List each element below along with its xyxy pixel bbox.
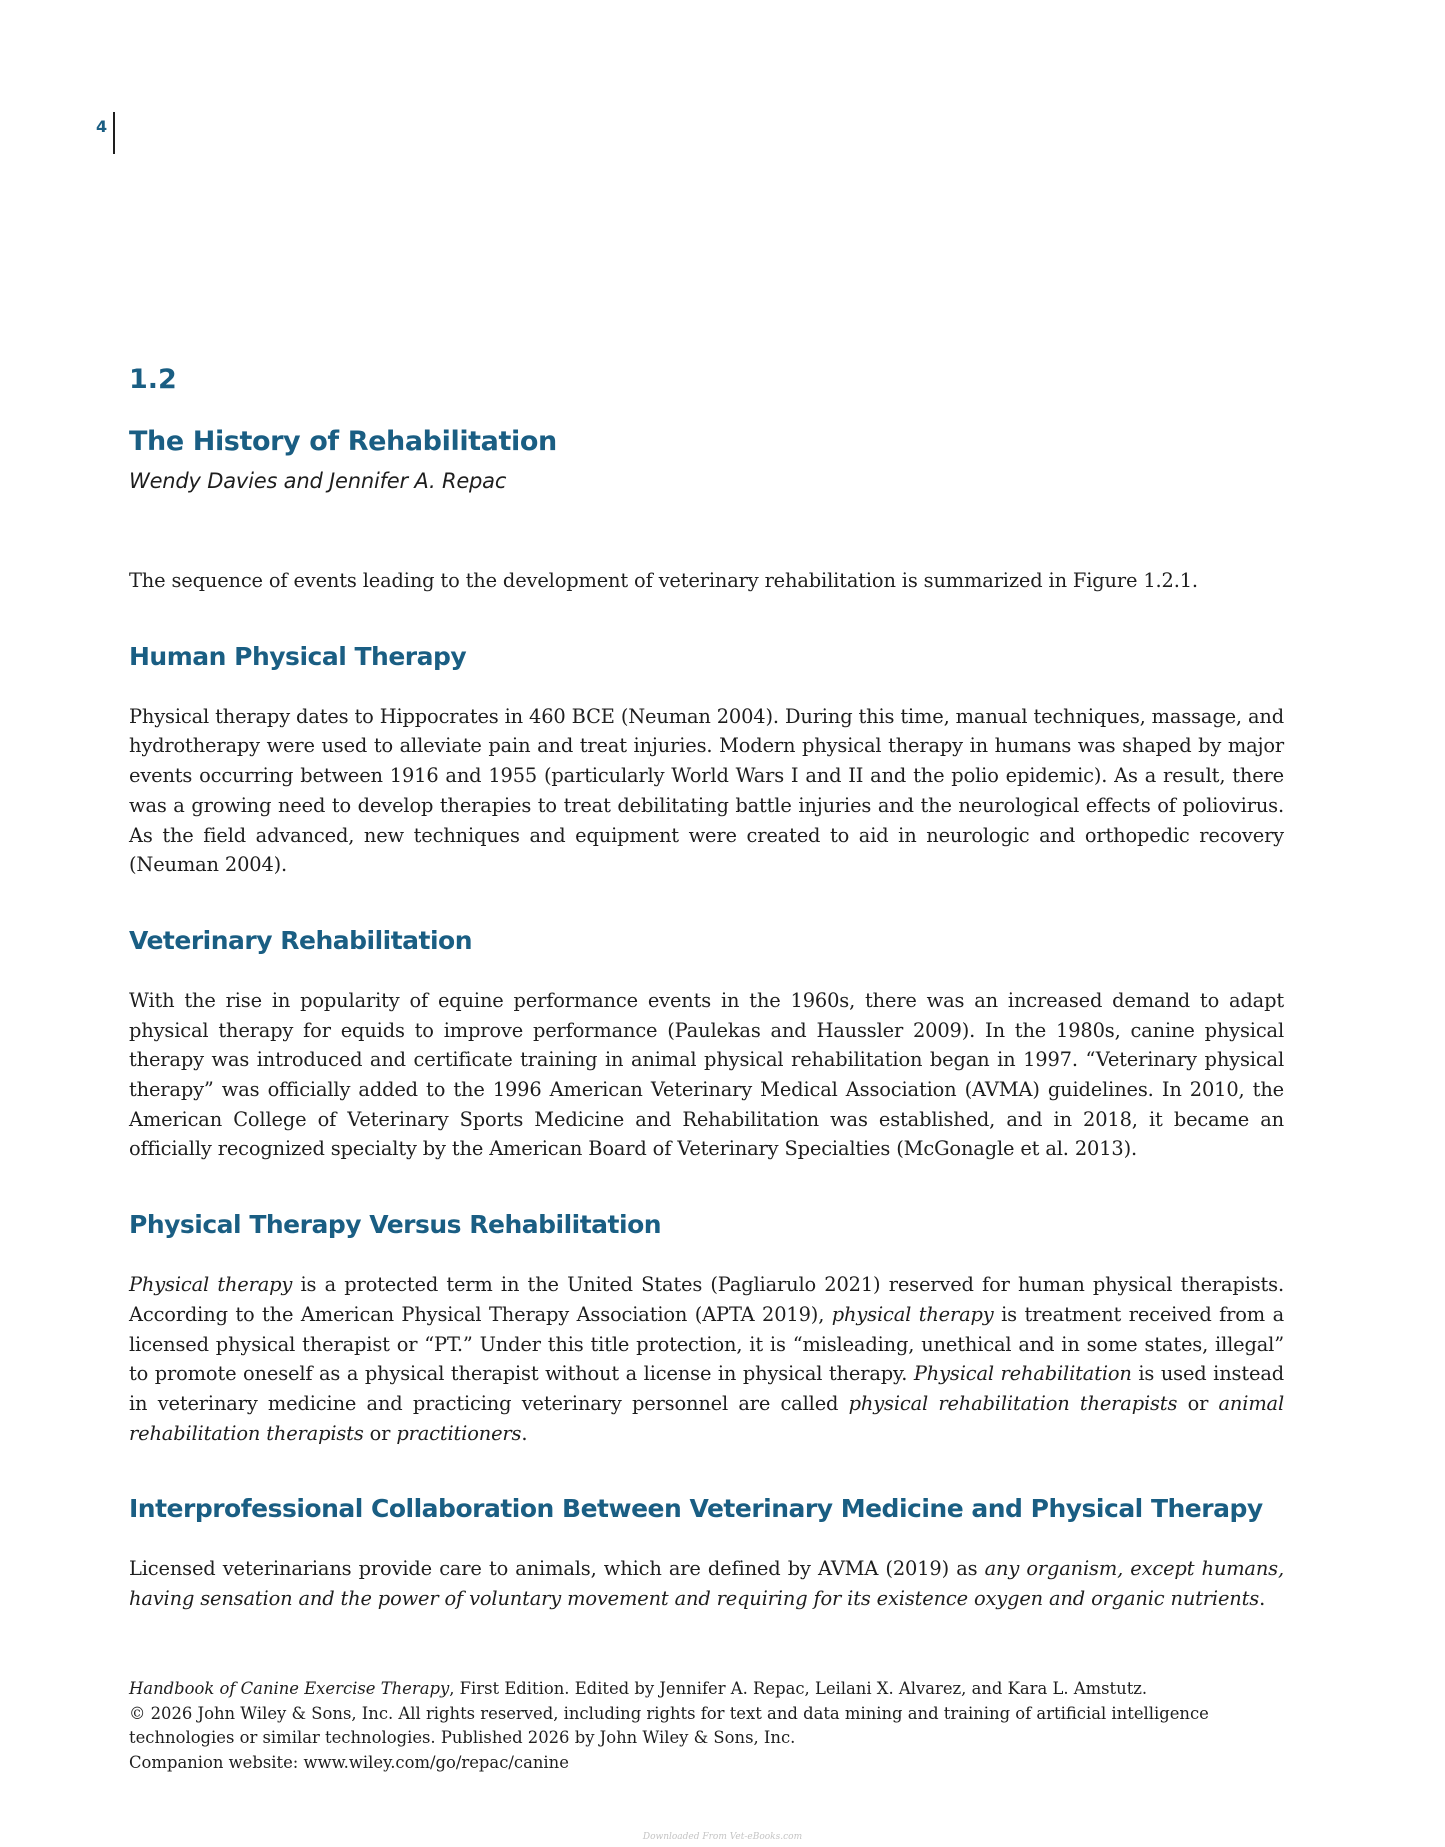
text-run: or — [363, 1421, 397, 1445]
text-run: is used instead in veterinary medicine and practicing veterinary personnel are called — [129, 1362, 1284, 1415]
footer-line-3: technologies or similar technologies. Published 2026 by John Wiley & Sons, Inc. — [129, 1728, 796, 1747]
download-watermark: Downloaded From Vet-eBooks.com — [642, 1832, 803, 1842]
term-physical-therapy: Physical therapy — [129, 1273, 293, 1297]
footer-edition-editors: , First Edition. Edited by Jennifer A. Repac, Leilani X. Alvarez, and Kara L. Amstutz. — [449, 1679, 1148, 1698]
term-practitioners: practitioners — [396, 1421, 522, 1445]
paragraph-pt-vs-rehabilitation — [129, 1270, 1284, 1448]
copyright-footer — [129, 1677, 1284, 1775]
term-animal-rehabilitation-therapists: animal rehabilitation therapists — [129, 1391, 1285, 1445]
footer-line-4: Companion website: www.wiley.com/go/repac/canine — [129, 1752, 569, 1772]
chapter-title: The History of Rehabilitation — [129, 426, 557, 457]
text-run: . — [521, 1421, 528, 1445]
intro-paragraph: The sequence of events leading to the development of veterinary rehabilitation is summarized in Figure 1.2.1. — [129, 569, 1198, 592]
book-title: Handbook of Canine Exercise Therapy — [129, 1679, 450, 1698]
page-number: 4 — [96, 117, 108, 136]
paragraph-interprofessional-collaboration — [129, 1554, 1284, 1613]
animal-definition-quote: any organism, except humans, having sensation and the power of voluntary movement and requiring for its existence oxygen and organic nutrients — [129, 1557, 1284, 1611]
heading-human-physical-therapy: Human Physical Therapy — [129, 641, 467, 671]
heading-interprofessional-collaboration: Interprofessional Collaboration Between Veterinary Medicine and Physical Therapy — [129, 1494, 1263, 1524]
text-run: is a protected term in the United States (Pagliarulo 2021) reserved for human physical therapists. According to the American Physical Therapy Association (APTA 2019), — [129, 1273, 1284, 1326]
paragraph-veterinary-rehabilitation: With the rise in popularity of equine performance events in the 1960s, there was an increased demand to adapt physical therapy for equids to improve performance (Paulekas and Haussler 2009). In the 1980s, canine physical therapy was introduced and certificate training in animal physical rehabilitation began in 1997. “Veterinary physical therapy” was officially added to the 1996 American Veterinary Medical Association (AVMA) guidelines. In 2010, the American College of Veterinary Sports Medicine and Rehabilitation was established, and in 2018, it became an officially recognized specialty by the American Board of Veterinary Specialties (McGonagle et al. 2013). — [129, 988, 1284, 1161]
text-run: Licensed veterinarians provide care to animals, which are defined by AVMA (2019) as — [129, 1557, 985, 1581]
page-body — [129, 360, 1284, 1614]
text-run: is treatment received from a licensed physical therapist or “PT.” Under this title protection, it is “misleading, unethical and in some states, illegal” to promote oneself as a physical therapist without a license in physical therapy. — [129, 1302, 1284, 1386]
page-number-rule — [113, 112, 115, 154]
heading-pt-vs-rehabilitation: Physical Therapy Versus Rehabilitation — [129, 1210, 662, 1240]
heading-veterinary-rehabilitation: Veterinary Rehabilitation — [129, 925, 473, 955]
section-number: 1.2 — [129, 364, 177, 395]
chapter-authors: Wendy Davies and Jennifer A. Repac — [129, 469, 507, 493]
footer-line-2: © 2026 John Wiley & Sons, Inc. All rights reserved, including rights for text and data mining and training of artificial intelligence — [129, 1703, 1209, 1723]
paragraph-human-physical-therapy: Physical therapy dates to Hippocrates in 460 BCE (Neuman 2004). During this time, manual techniques, massage, and hydrotherapy were used to alleviate pain and treat injuries. Modern physical therapy in humans was shaped by major events occurring between 1916 and 1955 (particularly World Wars I and II and the polio epidemic). As a result, there was a growing need to develop therapies to treat debilitating battle injuries and the neurological effects of poliovirus. As the field advanced, new techniques and equipment were created to aid in neurologic and orthopedic recovery (Neuman 2004). — [129, 704, 1284, 877]
text-run: or — [1177, 1391, 1219, 1415]
term-physical-therapy: physical therapy — [831, 1302, 994, 1326]
term-physical-rehabilitation-therapists: physical rehabilitation therapists — [848, 1391, 1178, 1415]
text-run: . — [1259, 1587, 1266, 1611]
footer-line-1 — [129, 1677, 1284, 1702]
term-physical-rehabilitation: Physical rehabilitation — [913, 1362, 1132, 1386]
